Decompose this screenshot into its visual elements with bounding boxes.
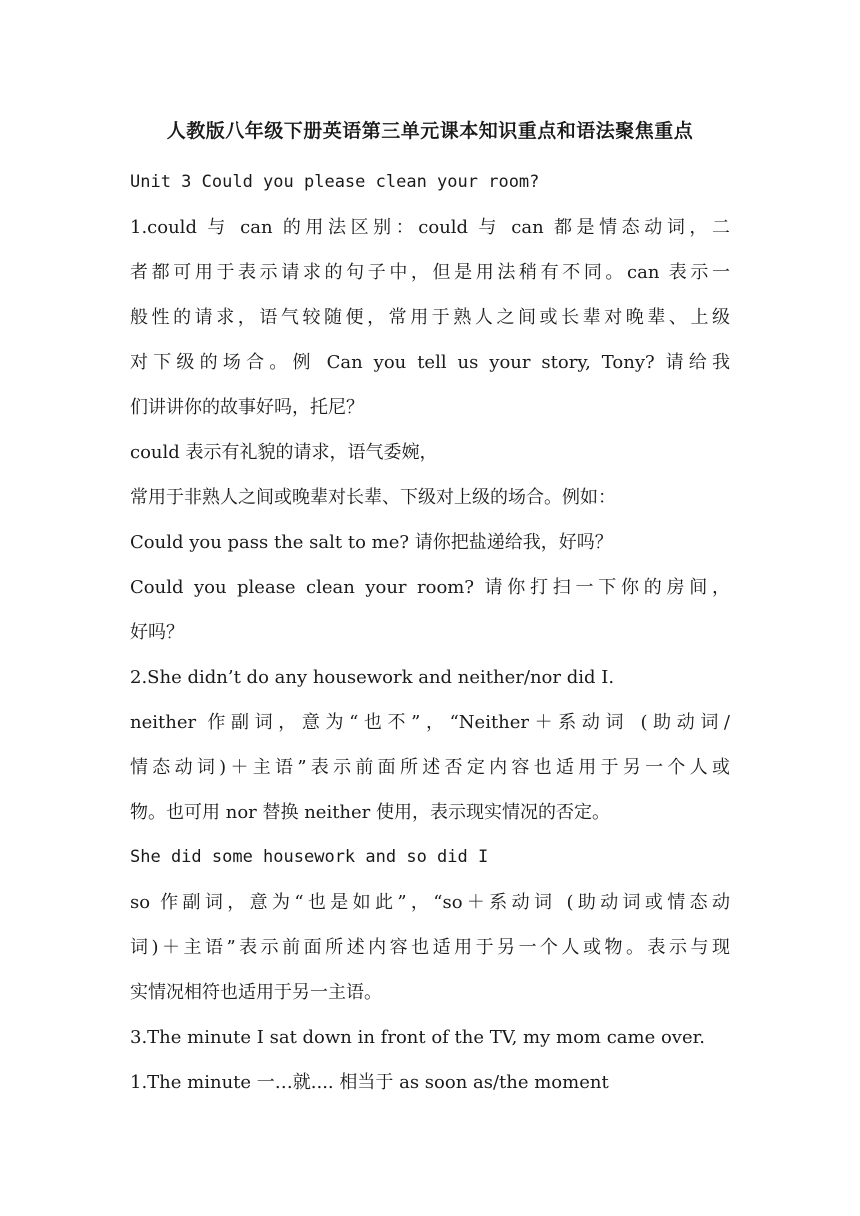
example-line: She did some housework and so did I xyxy=(130,847,489,867)
paragraph-line: 者都可用于表示请求的句子中，但是用法稍有不同。can 表示一 xyxy=(130,262,730,283)
paragraph-line: 常用于非熟人之间或晚辈对长辈、下级对上级的场合。例如： xyxy=(130,487,616,508)
document-body xyxy=(130,160,730,1105)
paragraph-line: 实情况相符也适用于另一主语。 xyxy=(130,982,382,1003)
paragraph-line: 情态动词)＋主语”表示前面所述否定内容也适用于另一个人或 xyxy=(130,757,730,778)
paragraph-line: 好吗？ xyxy=(130,622,184,643)
paragraph-line: so 作副词，意为“也是如此”，“so＋系动词 (助动词或情态动 xyxy=(130,892,730,913)
paragraph-line: 物。也可用 nor 替换 neither 使用，表示现实情况的否定。 xyxy=(130,802,611,823)
paragraph-line: 1.The minute 一…就.... 相当于 as soon as/the moment xyxy=(130,1072,609,1093)
paragraph-line: could 表示有礼貌的请求，语气委婉， xyxy=(130,442,438,463)
section-heading: 3.The minute I sat down in front of the TV, my mom came over. xyxy=(130,1027,705,1048)
paragraph-line: 对下级的场合。例 Can you tell us your story, Tony? 请给我 xyxy=(130,352,730,373)
paragraph-line: 们讲讲你的故事好吗，托尼？ xyxy=(130,397,364,418)
paragraph-line: neither 作副词，意为“也不”，“Neither＋系动词 (助动词/ xyxy=(130,712,730,733)
example-line: Could you pass the salt to me? 请你把盐递给我，好吗？ xyxy=(130,532,613,553)
paragraph-line: 词)＋主语”表示前面所述内容也适用于另一个人或物。表示与现 xyxy=(130,937,730,958)
document-title: 人教版八年级下册英语第三单元课本知识重点和语法聚焦重点 xyxy=(166,120,694,142)
paragraph-line: 1.could 与 can 的用法区别：could 与 can 都是情态动词，二 xyxy=(130,217,730,238)
section-heading: 2.She didn’t do any housework and neither/nor did I. xyxy=(130,667,615,688)
unit-heading: Unit 3 Could you please clean your room? xyxy=(130,172,540,192)
paragraph-line: 般性的请求，语气较随便，常用于熟人之间或长辈对晚辈、上级 xyxy=(130,307,730,328)
example-line: Could you please clean your room? 请你打扫一下你的房间， xyxy=(130,577,730,598)
